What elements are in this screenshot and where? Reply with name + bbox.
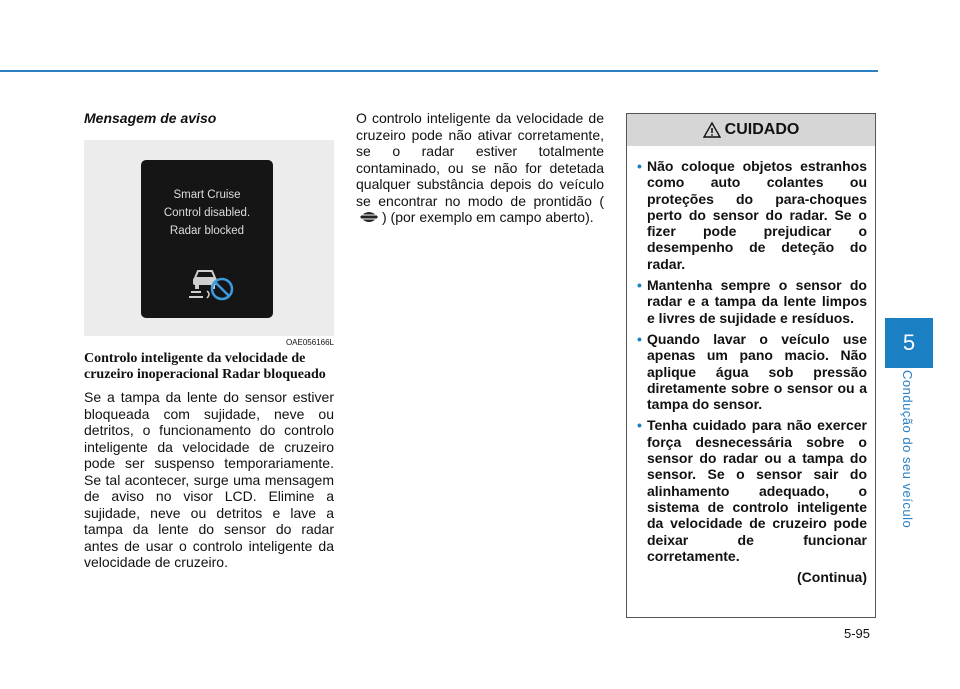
header-rule (0, 70, 878, 72)
caution-item (637, 417, 867, 564)
lcd-screen (141, 160, 273, 318)
caution-item-text: Quando lavar o veículo use apenas um pano macio. Não aplique água sob pressão diretamente sobre o sensor ou a tampa do sensor. (647, 330, 867, 413)
bullet-icon: • (637, 277, 642, 294)
middle-column (356, 110, 604, 226)
figure-code: OAE056166L (285, 338, 334, 347)
lcd-message (141, 186, 273, 240)
radar-blocked-icon (185, 260, 235, 302)
caution-item (637, 277, 867, 326)
bullet-icon: • (637, 330, 642, 347)
warning-triangle-icon (703, 122, 721, 138)
caution-item-text: Tenha cuidado para não exercer força desnecessária sobre o sensor do radar ou a tampa do sensor. Se o sensor sair do alinhamento adequado, o sistema de controlo inteligente da velocidade de cruzeiro pode deixar de funcionar corretamente. (647, 417, 867, 564)
bullet-icon: • (637, 417, 642, 434)
body-paragraph-1: Se a tampa da lente do sensor estiver bloqueada com sujidade, neve ou detritos, o funcionamento do controlo inteligente da velocidade de cruzeiro pode ser suspenso temporariamente. Se tal acontecer, surge uma mensagem de aviso no visor LCD. Elimine a sujidade, neve ou detritos e lave a tampa da lente do sensor do radar antes de usar o controlo inteligente da velocidade de cruzeiro. (84, 389, 334, 570)
chapter-label (890, 370, 928, 530)
chapter-number: 5 (902, 330, 916, 355)
body-text-after: ) (por exemplo em campo aberto). (382, 209, 594, 225)
caution-title: CUIDADO (724, 121, 800, 138)
left-column (84, 110, 334, 571)
continued-note: (Continua) (797, 569, 867, 586)
lcd-line-1: Smart Cruise (173, 189, 241, 201)
subheading: Controlo inteligente da velocidade de cruzeiro inoperacional Radar bloqueado (84, 351, 326, 382)
bullet-icon: • (637, 158, 642, 174)
caution-item (637, 158, 867, 272)
page-number: 5-95 (843, 626, 870, 641)
body-paragraph-2 (356, 110, 604, 226)
warning-figure (84, 140, 334, 336)
caution-item-text: Não coloque objetos estranhos como auto colantes ou proteções do para-choques perto do sensor do radar. Se o fizer pode prejudicar o desempenho de deteção do radar. (647, 158, 867, 272)
lcd-line-2: Control disabled. (163, 207, 251, 219)
section-title: Mensagem de aviso (84, 110, 217, 126)
chapter-label-text: Condução do seu veículo (900, 370, 915, 529)
chapter-tab (885, 318, 933, 368)
caution-list (627, 146, 875, 564)
caution-header (627, 114, 875, 146)
radar-standby-icon (356, 210, 382, 224)
lcd-line-3: Radar blocked (169, 225, 245, 237)
caution-item-text: Mantenha sempre o sensor do radar e a tampa da lente limpos e livres de sujidade e resíduos. (647, 277, 867, 326)
caution-box (626, 113, 876, 618)
caution-item (637, 331, 867, 412)
body-text-before: O controlo inteligente da velocidade de cruzeiro pode não ativar corretamente, se o radar estiver totalmente contaminado, ou se não for detetada qualquer substância depois do veículo se encontrar no modo de prontidão ( (356, 110, 604, 209)
